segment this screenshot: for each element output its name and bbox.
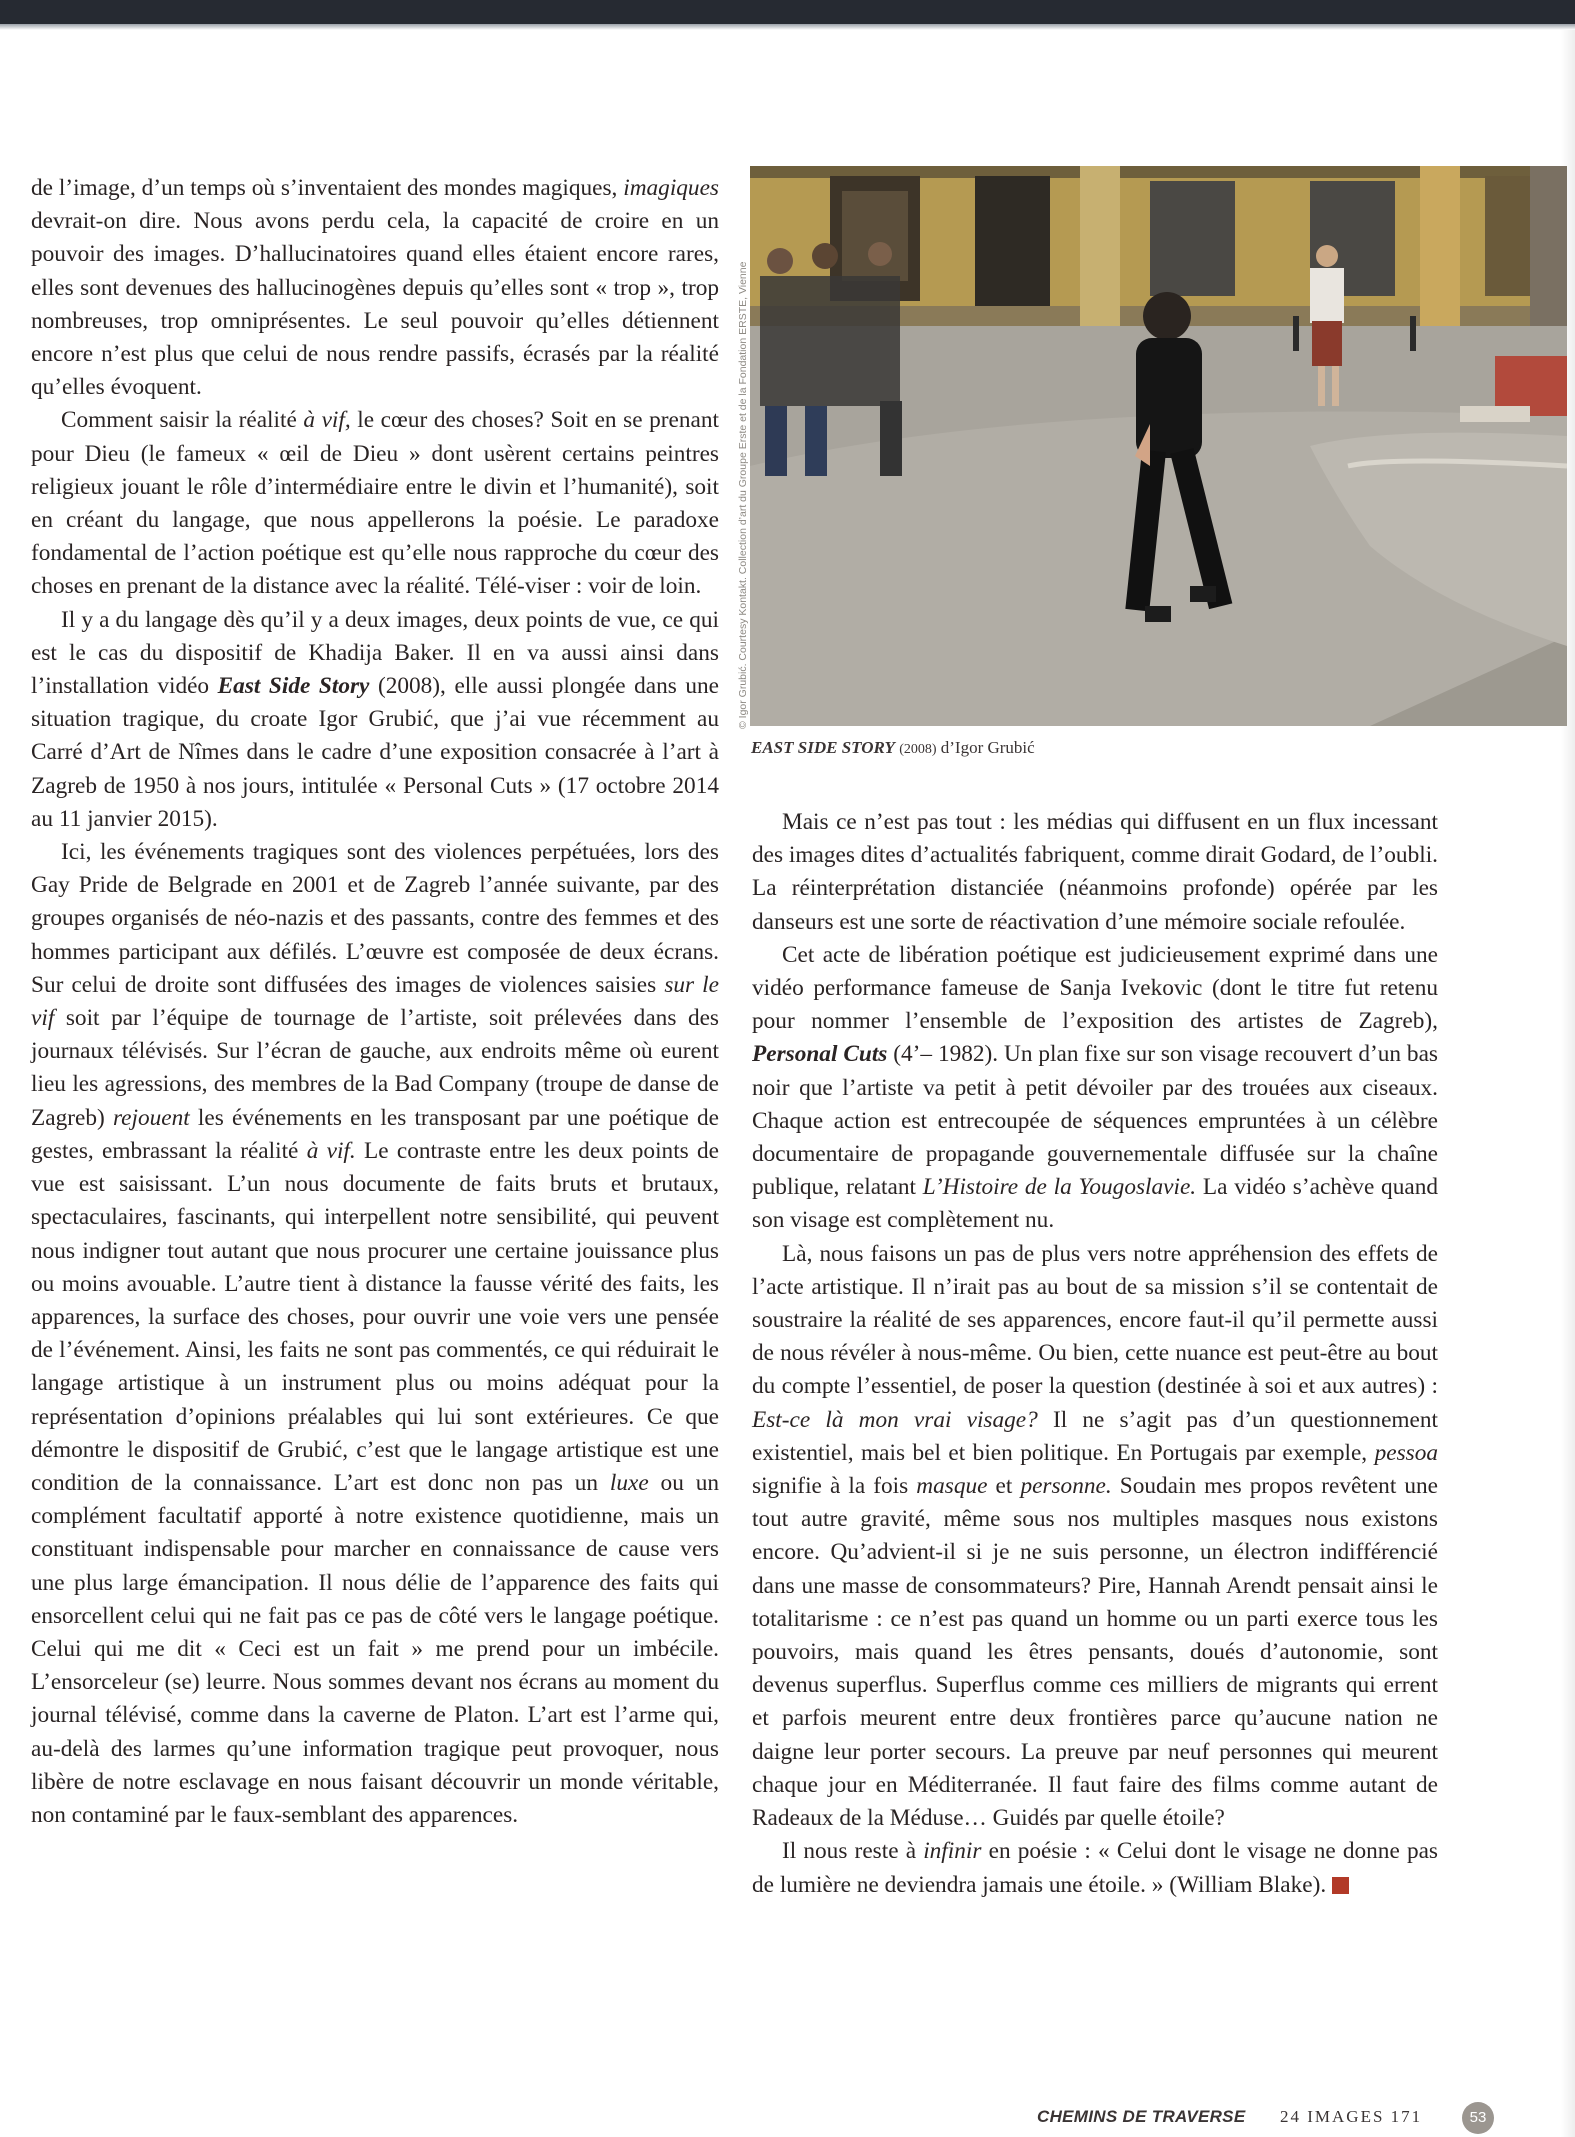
section-name: CHEMINS DE TRAVERSE xyxy=(1037,2107,1246,2126)
paragraph: Là, nous faisons un pas de plus vers notre appréhension des effets de l’acte artistique. Il n’irait pas au bout de sa mission s’il se contentait de soustraire la réalité de ses apparences, encore faut-il qu’il permette aussi de nous révéler à nous-même. Ou bien, cette nuance est peut-être au bout du compte l’essentiel, de poser la question (destinée à soi et aux autres) : Est-ce là mon vrai visage? Il ne s’agit pas d’un questionnement existentiel, mais bel et bien politique. En Portugais par exemple, pessoa signifie à la fois masque et personne. Soudain mes propos revêtent une tout autre gravité, même sous nos multiples masques nous existons encore. Qu’advient-il si je ne suis personne, un électron indifférencié dans une masse de consommateurs? Pire, Hannah Arendt pensait ainsi le totalitarisme : ce n’est pas quand un homme ou un parti exerce tous les pouvoirs, mais quand les êtres pensants, doués d’autonomie, sont devenus superflus. Superflus comme ces milliers de migrants qui errent et parfois meurent entre deux frontières parce qu’aucune nation ne daigne leur porter secours. La preuve par neuf personnes qui meurent chaque jour en Méditerranée. Il faut faire des films comme autant de Radeaux de la Méduse… Guidés par quelle étoile? xyxy=(752,1240,1439,1832)
paragraph: Il nous reste à infinir en poésie : « Celui dont le visage ne donne pas de lumière ne deviendra jamais une étoile. » (William Blake). xyxy=(752,1838,1438,1898)
caption-title: EAST SIDE STORY xyxy=(751,738,895,757)
street-scene-illustration xyxy=(750,166,1567,726)
caption-author: d’Igor Grubić xyxy=(940,738,1035,757)
film-still-photo xyxy=(750,166,1567,726)
photo-caption xyxy=(751,738,1035,758)
page-number: 53 xyxy=(1462,2102,1494,2134)
left-column xyxy=(31,172,719,1832)
publication-name: 24 IMAGES 171 xyxy=(1280,2107,1423,2126)
caption-year: (2008) xyxy=(899,742,937,757)
photo-credit: © Igor Grubić. Courtesy Kontakt. Collection d’art du Groupe Erste et de la Fondation ERSTE, Vienne xyxy=(737,261,749,729)
scan-top-shadow xyxy=(0,24,1575,30)
paragraph: Il y a du langage dès qu’il y a deux images, deux points de vue, ce qui est le cas du dispositif de Khadija Baker. Il en va aussi ainsi dans l’installation vidéo East Side Story (2008), elle aussi plongée dans une situation tragique, du croate Igor Grubić, que j’ai vue récemment au Carré d’Art de Nîmes dans le cadre d’une exposition consacrée à l’art à Zagreb de 1950 à nos jours, intitulée « Personal Cuts » (17 octobre 2014 au 11 janvier 2015). xyxy=(31,606,719,832)
paragraph: Mais ce n’est pas tout : les médias qui diffusent en un flux incessant des images dites d’actualités fabriquent, comme dirait Godard, de l’oubli. La réinterprétation distanciée (néanmoins profonde) opérée par les danseurs est une sorte de réactivation d’une mémoire sociale refoulée. xyxy=(752,809,1438,935)
paragraph: Comment saisir la réalité à vif, le cœur des choses? Soit en se prenant pour Dieu (le fameux « œil de Dieu » dont usèrent certains peintres religieux jouant le rôle d’intermédiaire entre le divin et l’humanité), soit en créant du langage, que nous appellerons la poésie. Le paradoxe fondamental de l’action poétique est qu’elle nous rapproche du cœur des choses en prenant de la distance avec la réalité. Télé-viser : voir de loin. xyxy=(31,407,719,600)
right-column xyxy=(752,806,1438,1902)
paragraph: Ici, les événements tragiques sont des violences perpétuées, lors des Gay Pride de Belgrade en 2001 et de Zagreb l’année suivante, par des groupes organisés de néo-nazis et des passants, contre des femmes et des hommes participant aux défilés. L’œuvre est composée de deux écrans. Sur celui de droite sont diffusées des images de violences saisies sur le vif soit par l’équipe de tournage de l’artiste, soit prélevées dans des journaux télévisés. Sur l’écran de gauche, aux endroits même où eurent lieu les agressions, des membres de la Bad Company (troupe de danse de Zagreb) rejouent les événements en les transposant par une poétique de gestes, embrassant la réalité à vif. Le contraste entre les deux points de vue est saisissant. L’un nous documente de faits bruts et brutaux, spectaculaires, fascinants, qui interpellent notre sensibilité, qui peuvent nous indigner tout autant que nous procurer une certaine jouissance plus ou moins avouable. L’autre tient à distance la fausse vérité des faits, les apparences, la surface des choses, pour ouvrir une voie vers une pensée de l’événement. Ainsi, les faits ne sont pas commentés, ce qui réduirait le langage artistique à un instrument plus ou moins adéquat pour la représentation d’opinions préalables qui lui sont extérieures. Ce que démontre le dispositif de Grubić, c’est que le langage artistique est une condition de la connaissance. L’art est donc non pas un luxe ou un complément facultatif apporté à notre existence quotidienne, mais un constituant indispensable pour marcher en connaissance de cause vers une plus large émancipation. Il nous délie de l’apparence des faits qui ensorcellent celui qui ne fait pas ce pas de côté vers le langage poétique. Celui qui me dit « Ceci est un fait » me prend pour un imbécile. L’ensorceleur (se) leurre. Nous sommes devant nos écrans au moment du journal télévisé, comme dans la caverne de Platon. L’art est l’arme qui, au-delà des larmes qu’une information tragique peut provoquer, nous libère de notre esclavage en nous faisant découvrir un monde véritable, non contaminé par le faux-semblant des apparences. xyxy=(31,839,719,1828)
paragraph: de l’image, d’un temps où s’inventaient des mondes magiques, imagiques devrait-on dire. Nous avons perdu cela, la capacité de croire en un pouvoir des images. D’hallucinatoires quand elles étaient encore rares, elles sont devenues des hallucinogènes depuis qu’elles sont « trop », trop nombreuses, trop omniprésentes. Le seul pouvoir qu’elles détiennent encore n’est plus que celui de nous rendre passifs, écrasés par la réalité qu’elles évoquent. xyxy=(31,175,719,401)
end-mark-icon xyxy=(1332,1877,1349,1894)
scan-top-border xyxy=(0,0,1575,24)
paragraph: Cet acte de libération poétique est judicieusement exprimé dans une vidéo performance fameuse de Sanja Ivekovic (dont le titre fut retenu pour nommer l’ensemble de l’exposition des artistes de Zagreb), Personal Cuts (4’– 1982). Un plan fixe sur son visage recouvert d’un bas noir que l’artiste va petit à petit dévoiler par des trouées aux ciseaux. Chaque action est entrecoupée de séquences empruntées à un célèbre documentaire de propagande gouvernementale diffusée sur la chaîne publique, relatant L’Histoire de la Yougoslavie. La vidéo s’achève quand son visage est complètement nu. xyxy=(752,941,1438,1234)
